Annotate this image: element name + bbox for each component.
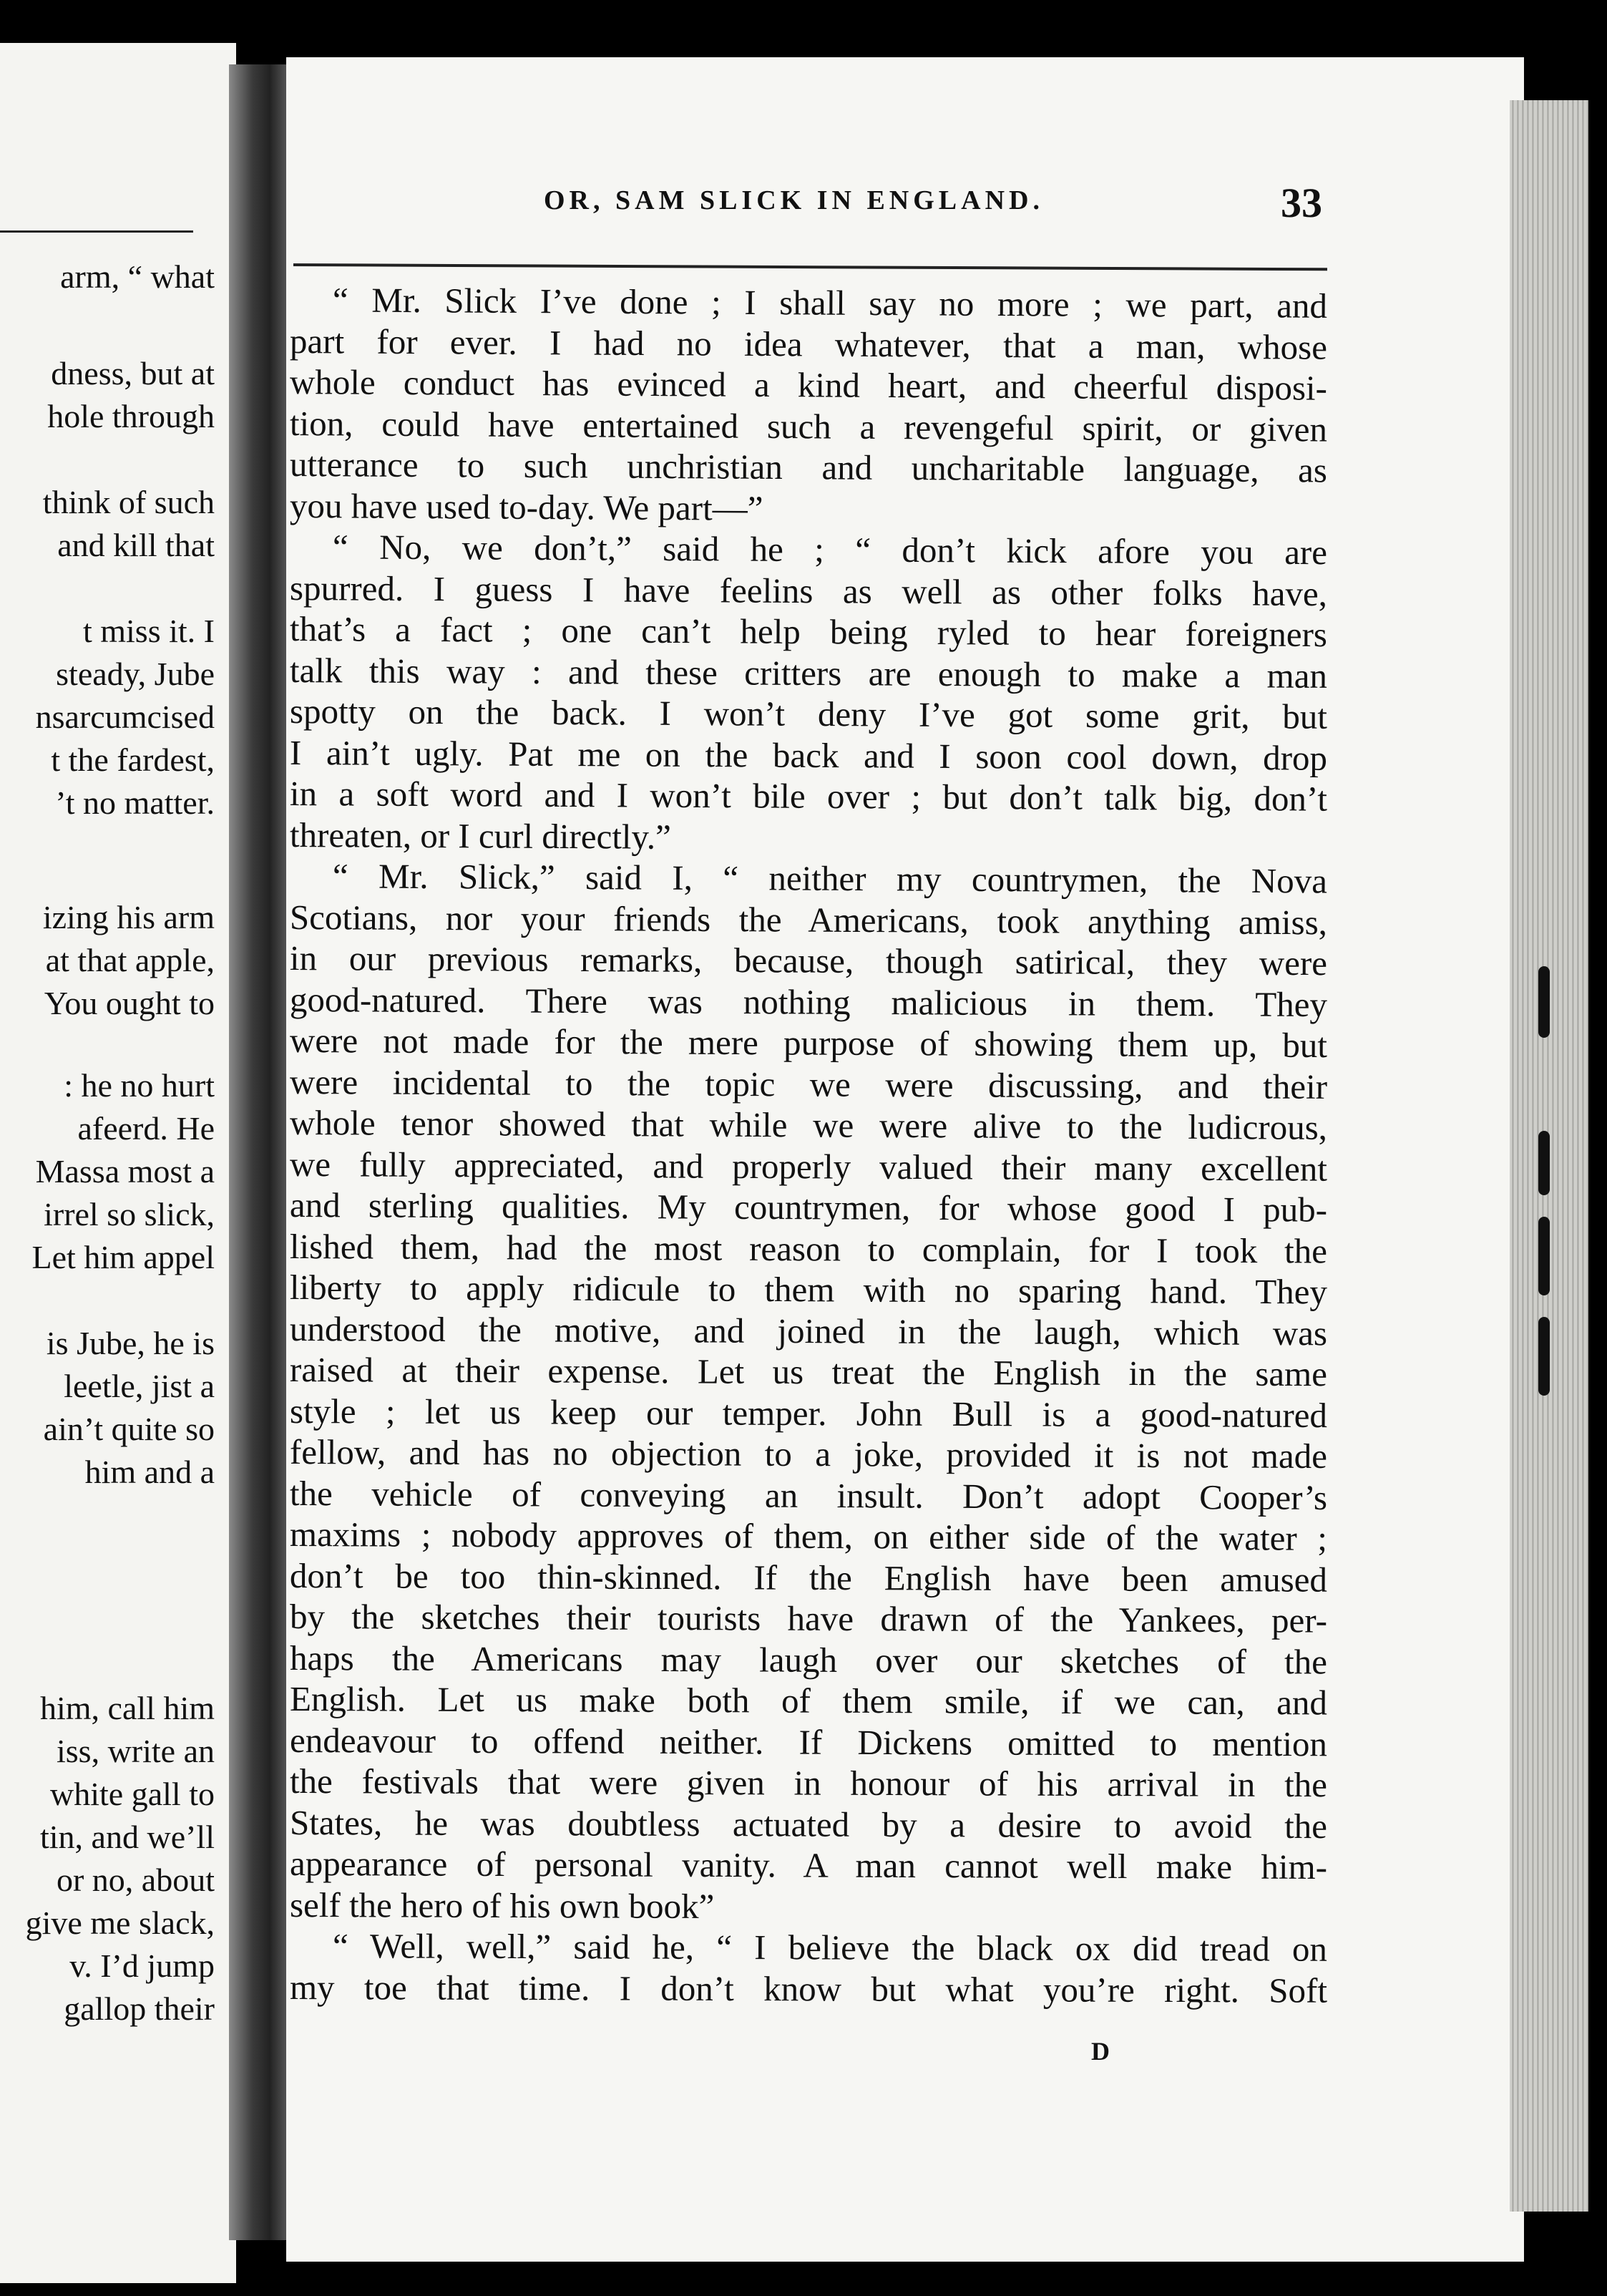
previous-page-line: ’t no matter. <box>55 784 215 821</box>
text-line: we fully appreciated, and properly valued their many excellent <box>289 1144 1328 1189</box>
text-line: the vehicle of conveying an insult. Don’t adopt Cooper’s <box>289 1473 1328 1517</box>
text-line: understood the motive, and joined in the laugh, which was <box>289 1308 1328 1353</box>
text-line: were incidental to the topic we were discussing, and their <box>289 1061 1328 1106</box>
previous-page-line: hole through <box>47 398 215 434</box>
previous-page-line: iss, write an <box>56 1733 215 1769</box>
previous-page-line: tin, and we’ll <box>40 1819 215 1855</box>
text-line: Scotians, nor your friends the Americans, took anything amiss, <box>289 897 1328 942</box>
running-head: OR, SAM SLICK IN ENGLAND. <box>544 185 1044 215</box>
text-line: you have used to-day. We part—” <box>289 485 763 528</box>
previous-page-line: t the fardest, <box>51 741 215 778</box>
text-line: appearance of personal vanity. A man cannot well make him- <box>289 1844 1328 1887</box>
page-edges <box>1510 100 1588 2212</box>
edge-mark <box>1538 966 1550 1038</box>
text-line: style ; let us keep our temper. John Bull is a good-natured <box>289 1391 1328 1435</box>
previous-page-line: : he no hurt <box>64 1067 215 1104</box>
text-line: endeavour to offend neither. If Dickens omitted to mention <box>289 1720 1328 1764</box>
text-line: I ain’t ugly. Pat me on the back and I soon cool down, drop <box>289 732 1328 778</box>
text-line: and sterling qualities. My countrymen, for whose good I pub- <box>289 1185 1328 1230</box>
text-line: “ No, we don’t,” said he ; “ don’t kick afore you are <box>332 527 1328 573</box>
text-line: States, he was doubtless actuated by a desire to avoid the <box>289 1802 1328 1846</box>
text-line: that’s a fact ; one can’t help being ryled to hear foreigners <box>289 609 1328 655</box>
previous-page-line: Massa most a <box>35 1153 215 1190</box>
text-line: spotty on the back. I won’t deny I’ve got some grit, but <box>289 691 1328 736</box>
text-line: utterance to such unchristian and uncharitable language, as <box>289 444 1328 490</box>
text-line: “ Mr. Slick I’ve done ; I shall say no more ; we part, and <box>332 280 1328 326</box>
page-number: 33 <box>1281 180 1322 226</box>
text-line: good-natured. There was nothing malicious in them. They <box>289 979 1328 1024</box>
text-line: talk this way : and these critters are enough to make a man <box>289 650 1328 696</box>
text-line: raised at their expense. Let us treat the English in the same <box>289 1350 1328 1394</box>
text-line: part for ever. I had no idea whatever, that a man, whose <box>289 321 1328 367</box>
previous-page-line: or no, about <box>56 1862 215 1898</box>
previous-page-line: ain’t quite so <box>43 1411 215 1447</box>
previous-page-header-rule <box>0 230 193 233</box>
text-line: fellow, and has no objection to a joke, provided it is not made <box>289 1432 1328 1477</box>
edge-mark <box>1538 1217 1550 1295</box>
previous-page-line: v. I’d jump <box>69 1947 215 1984</box>
text-line: whole tenor showed that while we were alive to the ludicrous, <box>289 1103 1328 1147</box>
text-line: lished them, had the most reason to complain, for I took the <box>289 1226 1328 1271</box>
previous-page-line: white gall to <box>50 1776 215 1812</box>
previous-page-line: arm, “ what <box>60 258 215 295</box>
text-line: liberty to apply ridicule to them with no sparing hand. They <box>289 1268 1328 1312</box>
text-line: self the hero of his own book” <box>289 1884 715 1926</box>
previous-page-line: him, call him <box>39 1690 215 1726</box>
previous-page-line: leetle, jist a <box>64 1368 215 1404</box>
previous-page-line: and kill that <box>57 527 215 563</box>
text-line: threaten, or I curl directly.” <box>289 814 671 857</box>
edge-mark <box>1538 1131 1550 1195</box>
previous-page-line: at that apple, <box>45 942 215 978</box>
edge-mark <box>1538 1317 1550 1396</box>
previous-page-line: Let him appel <box>31 1239 215 1275</box>
text-line: tion, could have entertained such a revengeful spirit, or given <box>289 403 1328 449</box>
text-line: my toe that time. I don’t know but what you’re right. Soft <box>289 1967 1328 2010</box>
previous-page-line: nsarcumcised <box>35 699 215 735</box>
previous-page-line: You ought to <box>44 985 215 1021</box>
text-line: don’t be too thin-skinned. If the English have been amused <box>289 1555 1328 1600</box>
previous-page-line: afeerd. He <box>77 1110 215 1147</box>
text-line: English. Let us make both of them smile, if we can, and <box>289 1679 1328 1723</box>
previous-page <box>0 43 236 2283</box>
text-line: haps the Americans may laugh over our sketches of the <box>289 1638 1328 1682</box>
text-line: in a soft word and I won’t bile over ; but don’t talk big, don’t <box>289 774 1328 819</box>
previous-page-line: irrel so slick, <box>44 1196 215 1232</box>
previous-page-line: is Jube, he is <box>46 1325 215 1361</box>
previous-page-line: dness, but at <box>51 355 215 391</box>
text-line: were not made for the mere purpose of showing them up, but <box>289 1021 1328 1066</box>
previous-page-line: t miss it. I <box>82 613 215 649</box>
text-line: in our previous remarks, because, though satirical, they were <box>289 938 1328 983</box>
text-line: whole conduct has evinced a kind heart, and cheerful disposi- <box>289 362 1328 408</box>
text-line: maxims ; nobody approves of them, on either side of the water ; <box>289 1514 1328 1558</box>
previous-page-line: gallop their <box>64 1990 215 2027</box>
signature-mark: D <box>1091 2037 1110 2066</box>
text-line: spurred. I guess I have feelins as well as other folks have, <box>289 568 1328 613</box>
text-line: the festivals that were given in honour of his arrival in the <box>289 1761 1328 1805</box>
text-line: “ Mr. Slick,” said I, “ neither my countrymen, the Nova <box>332 856 1328 901</box>
previous-page-line: izing his arm <box>42 899 215 935</box>
text-line: “ Well, well,” said he, “ I believe the black ox did tread on <box>332 1926 1328 1969</box>
previous-page-line: give me slack, <box>25 1905 215 1941</box>
text-line: by the sketches their tourists have drawn of the Yankees, per- <box>289 1597 1328 1640</box>
previous-page-line: him and a <box>84 1454 215 1490</box>
previous-page-line: think of such <box>42 484 215 520</box>
previous-page-line: steady, Jube <box>56 656 215 692</box>
